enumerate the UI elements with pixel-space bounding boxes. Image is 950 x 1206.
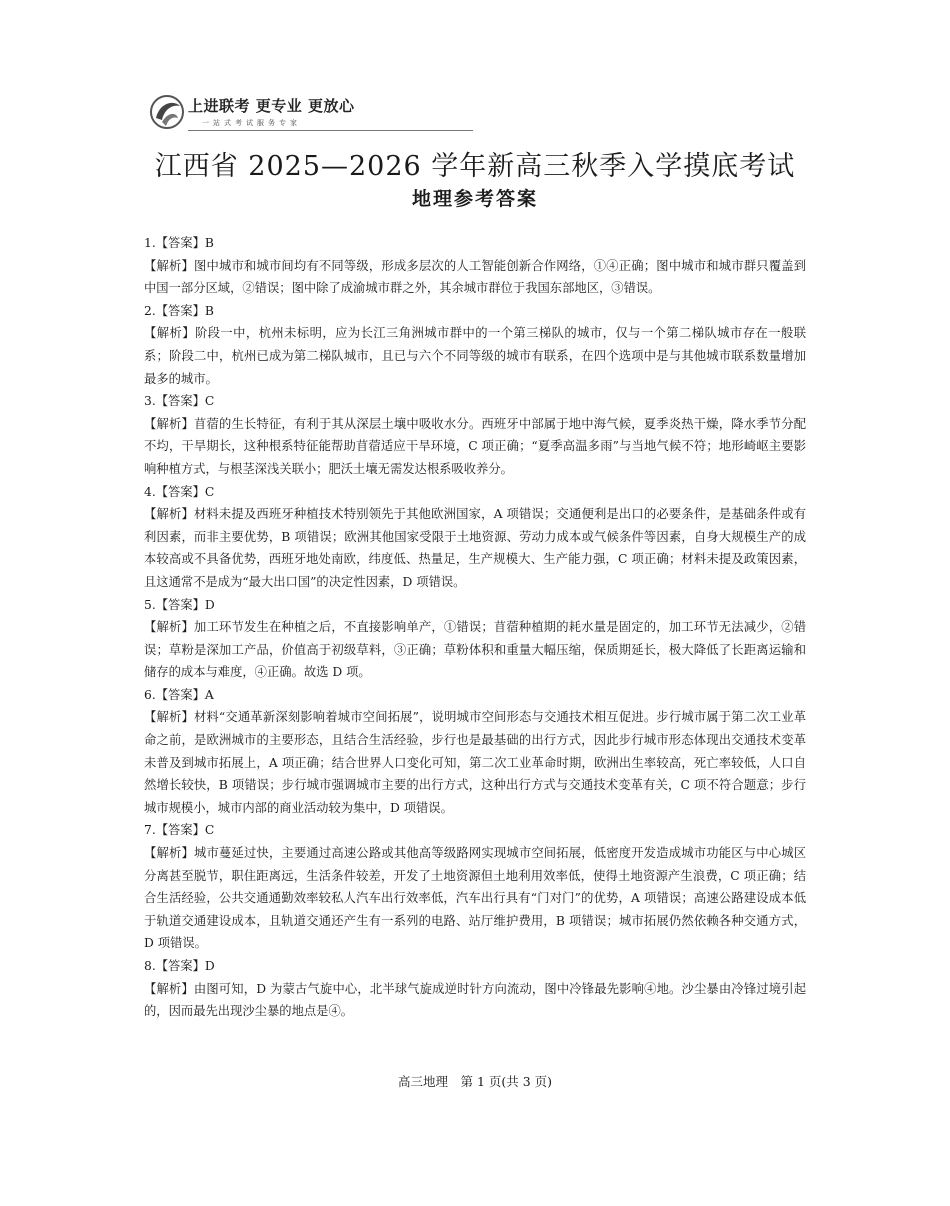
- logo-swirl-icon: [148, 92, 188, 132]
- document-subtitle: 地理参考答案: [411, 188, 538, 210]
- answer-list: [144, 232, 806, 1023]
- question-item-1: [144, 232, 806, 300]
- question-item-8: [144, 955, 806, 1023]
- answer-line: 8.【答案】D: [144, 959, 215, 973]
- question-item-7: [144, 819, 806, 955]
- explanation-text: 【解析】材料“交通革新深刻影响着城市空间拓展”，说明城市空间形态与交通技术相互促进。步行城市属于第二次工业革命之前，是欧洲城市的主要形态，且结合生活经验，步行也是最基础的出行方式，因此步行城市形态体现出交通技术变革未普及到城市拓展上，A 项正确；结合世界人口变化可知，第二次工业革命时期，欧洲出生率较高，死亡率较低，人口自然增长较快，B 项错误；步行城市强调城市主要的出行方式，这种出行方式与交通技术变革有关，C 项不符合题意；步行城市规模小，城市内部的商业活动较为集中，D 项错误。: [144, 710, 806, 815]
- explanation-text: 【解析】苜蓿的生长特征，有利于其从深层土壤中吸收水分。西班牙中部属于地中海气候，夏季炎热干燥，降水季节分配不均，干旱期长，这种根系特征能帮助苜蓿适应干旱环境，C 项正确；“夏季高温多雨”与当地气候不符；地形崎岖主要影响种植方式，与根茎深浅关联小；肥沃土壤无需发达根系吸收养分。: [144, 416, 806, 476]
- logo-tagline: 一站式考试服务专家: [202, 119, 301, 127]
- answer-line: 1.【答案】B: [144, 236, 214, 250]
- explanation-text: 【解析】材料未提及西班牙种植技术特别领先于其他欧洲国家，A 项错误；交通便利是出口的必要条件，是基础条件或有利因素，而非主要优势，B 项错误；欧洲其他国家受限于土地资源、劳动力成本或气候条件等因素，自身大规模生产的成本较高或不具备优势，西班牙地处南欧，纬度低、热量足，生产规模大、生产能力强，C 项正确；材料未提及政策因素，且这通常不是成为“最大出口国”的决定性因素，D 项错误。: [144, 507, 806, 589]
- answer-line: 3.【答案】C: [144, 394, 215, 409]
- explanation-text: 【解析】城市蔓延过快，主要通过高速公路或其他高等级路网实现城市空间拓展，低密度开发造成城市功能区与中心城区分离甚至脱节，职住距离远，生活条件较差，开发了土地资源但土地利用效率低，使得土地资源产生浪费，C 项正确；结合生活经验，公共交通通勤效率较私人汽车出行效率低，汽车出行具有“门对门”的优势，A 项错误；高速公路建设成本低于轨道交通建设成本，且轨道交通还产生有一系列的电路、站厅维护费用，B 项错误；城市拓展仍然依赖各种交通方式，D 项错误。: [144, 846, 806, 951]
- logo-divider: [188, 130, 473, 131]
- answer-line: 5.【答案】D: [144, 597, 215, 612]
- answer-line: 6.【答案】A: [144, 687, 214, 702]
- explanation-text: 【解析】阶段一中，杭州未标明，应为长江三角洲城市群中的一个第三梯队的城市，仅与一个第二梯队城市存在一般联系；阶段二中，杭州已成为第二梯队城市，且已与六个不同等级的城市有联系，在四个选项中是与其他城市联系数量增加最多的城市。: [144, 326, 806, 386]
- question-item-2: [144, 300, 806, 390]
- page-footer: 高三地理 第 1 页(共 3 页): [397, 1074, 553, 1089]
- question-item-3: [144, 390, 806, 480]
- explanation-text: 【解析】由图可知，D 为蒙古气旋中心，北半球气旋成逆时针方向流动，图中冷锋最先影响④地。沙尘暴由冷锋过境引起的，因而最先出现沙尘暴的地点是④。: [144, 981, 806, 1019]
- question-item-4: [144, 481, 806, 594]
- question-item-6: [144, 684, 806, 820]
- question-item-5: [144, 594, 806, 684]
- answer-line: 7.【答案】C: [144, 823, 215, 838]
- explanation-text: 【解析】图中城市和城市间均有不同等级，形成多层次的人工智能创新合作网络，①④正确；图中城市和城市群只覆盖到中国一部分区域，②错误；图中除了成渝城市群之外，其余城市群位于我国东部地区，③错误。: [144, 258, 806, 296]
- answer-line: 2.【答案】B: [144, 303, 214, 318]
- explanation-text: 【解析】加工环节发生在种植之后，不直接影响单产，①错误；苜蓿种植期的耗水量是固定的，加工环节无法减少，②错误；草粉是深加工产品，价值高于初级草料，③正确；草粉体积和重量大幅压缩，保质期延长，极大降低了长距离运输和储存的成本与难度，④正确。故选 D 项。: [144, 620, 806, 680]
- answer-line: 4.【答案】C: [144, 484, 215, 499]
- logo-slogan: 上进联考 更专业 更放心: [188, 97, 355, 115]
- document-title: 江西省 2025—2026 学年新高三秋季入学摸底考试: [154, 151, 796, 182]
- publisher-logo: [148, 92, 478, 138]
